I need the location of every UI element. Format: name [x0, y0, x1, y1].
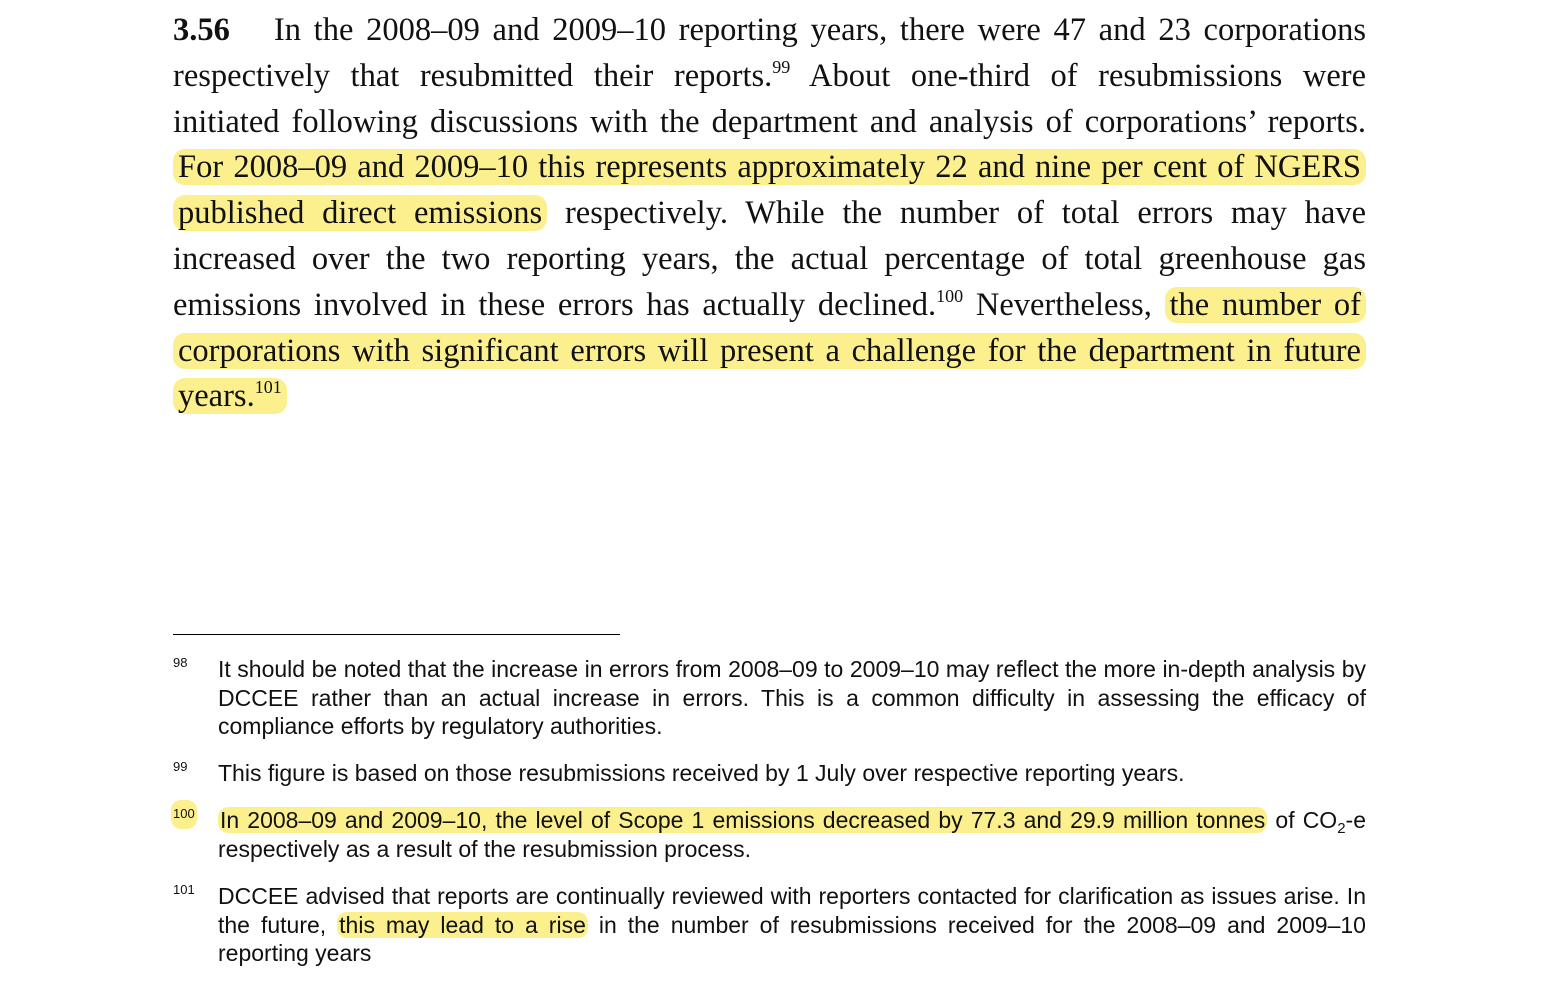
- highlighted-text: In 2008–09 and 2009–10, the level of Scope 1 emissions decreased by 77.3 and 29.9 million tonnes: [220, 807, 1266, 833]
- highlighted-text: this may lead to a rise: [339, 911, 586, 938]
- footnote-98: [173, 655, 1366, 741]
- paragraph-text: In the 2008–09 and 2009–10 reporting years, there were 47 and 23 corporations respectively that resubmitted their reports.: [173, 12, 1366, 94]
- footnote-number: 98: [173, 655, 188, 670]
- footnote-101: [173, 882, 1366, 968]
- footnote-text: This figure is based on those resubmissions received by 1 July over respective reporting years.: [218, 760, 1185, 786]
- footnote-99: [173, 759, 1366, 788]
- paragraph-text: Nevertheless,: [963, 286, 1165, 323]
- paragraph-text: respectively. While the number of total errors may have increased over the two reporting years, the actual percentage of total greenhouse gas emissions involved in these errors has actually declined.: [173, 195, 1366, 323]
- paragraph-number: 3.56: [173, 12, 230, 48]
- footnote-number: 100: [171, 800, 197, 829]
- footnote-number: 99: [173, 759, 188, 774]
- footnote-100: [173, 806, 1366, 863]
- footnote-text: DCCEE advised that reports are continually reviewed with reporters contacted for clarification as issues arise. In the future, this may lead to a rise in the number of resubmissions received for the 2008–09 and 2009–10 reporting years: [218, 883, 1366, 967]
- highlighted-text: the number of corporations with significant errors will present a challenge for the department in future years.$^{101}$: [173, 287, 1366, 415]
- footnote-ref-99[interactable]: 99: [772, 56, 791, 77]
- paragraph-text: About one-third of resubmissions were initiated following discussions with the department and analysis of corporations’ reports.: [173, 57, 1366, 140]
- footnote-separator: [173, 634, 620, 635]
- paragraph-3-56: [173, 8, 1366, 420]
- footnote-ref-100[interactable]: 100: [936, 285, 964, 306]
- footnote-text: In 2008–09 and 2009–10, the level of Scope 1 emissions decreased by 77.3 and 29.9 million tonnes of $CO_2-e$ respectively as a result of the resubmission process.: [218, 807, 1366, 862]
- footnote-ref-101[interactable]: 101: [254, 377, 282, 398]
- highlighted-text: For 2008–09 and 2009–10 this represents approximately 22 and nine per cent of NGERS published direct emissions: [173, 149, 1366, 231]
- footnote-number: 101: [173, 882, 195, 897]
- footnote-text: It should be noted that the increase in errors from 2008–09 to 2009–10 may reflect the more in-depth analysis by DCCEE rather than an actual increase in errors. This is a common difficulty in assessing the efficacy of compliance efforts by regulatory authorities.: [218, 656, 1366, 740]
